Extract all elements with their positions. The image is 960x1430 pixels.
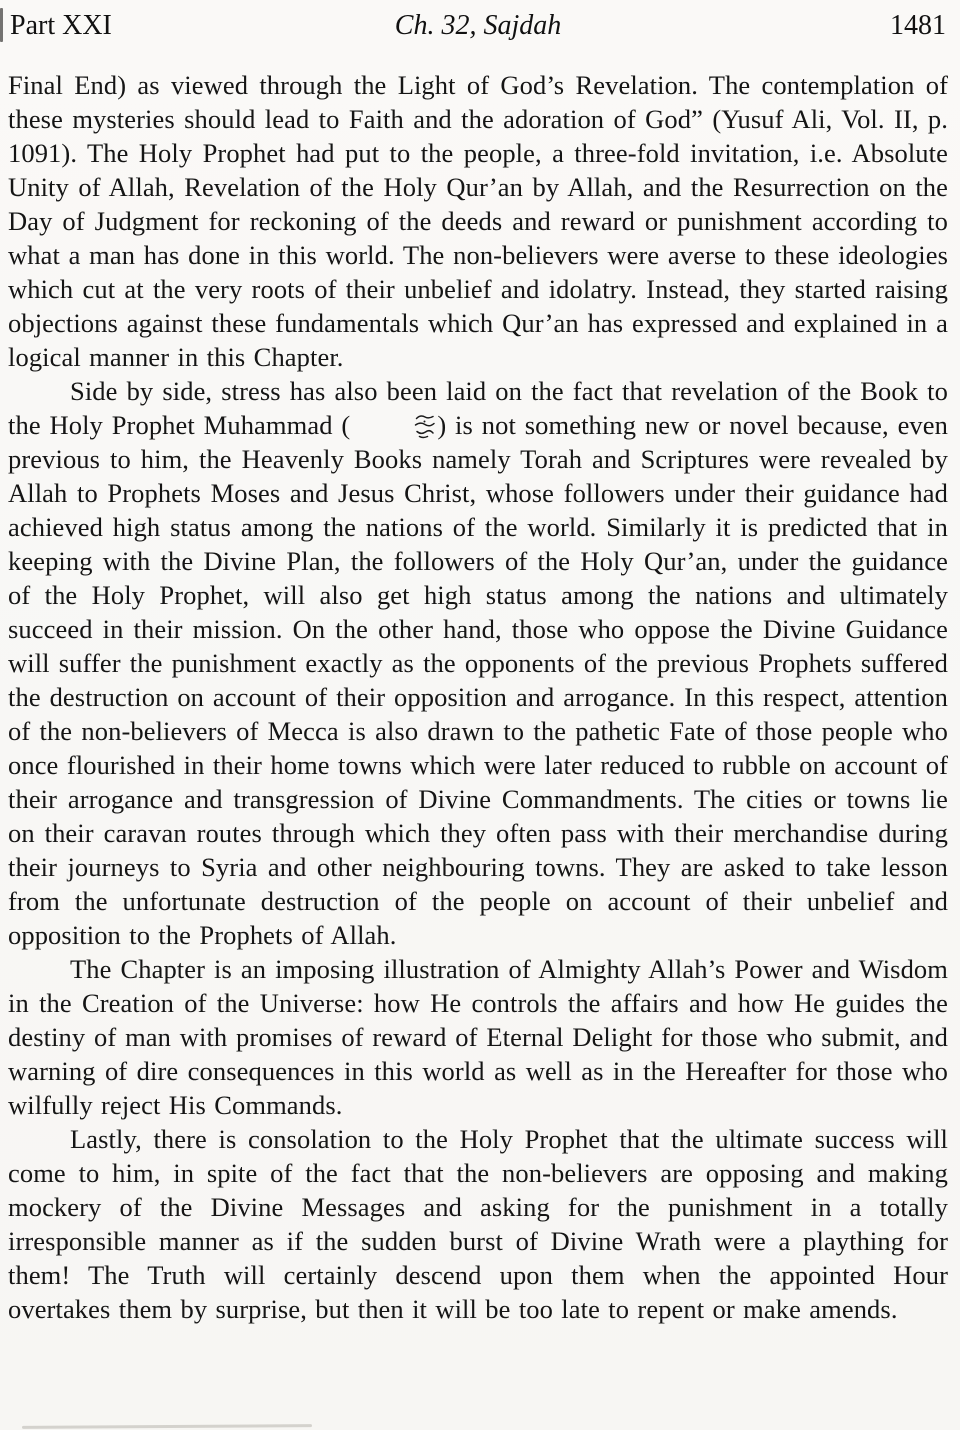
paragraph-revelation [8, 374, 948, 952]
chapter-title: Ch. 32, Sajdah [394, 10, 562, 41]
scan-bottom-artifact [22, 1424, 312, 1429]
paragraph-revelation-text-pre: Side by side, stress has also been laid on the fact that revelation of the Book to the Holy Prophet Muhammad ( [8, 376, 948, 440]
page-number: 1481 [890, 10, 946, 41]
paragraph-continuation: Final End) as viewed through the Light of God’s Revelation. The contemplation of these mysteries should lead to Faith and the adoration of God” (Yusuf Ali, Vol. II, p. 1091). The Holy Prophet had put to the people, a three-fold invitation, i.e. Absolute Unity of Allah, Revelation of the Holy Qur’an by Allah, and the Resurrection on the Day of Judgment for reckoning of the deeds and reward or punishment according to what a man has done in this world. The non-believers were averse to these ideologies which cut at the very roots of their unbelief and idolatry. Instead, they started raising objections against these fundamentals which Qur’an has expressed and explained in a logical manner in this Chapter. [8, 70, 948, 372]
paragraph-revelation-text-post: ) is not something new or novel because, even previous to him, the Heavenly Books namely Torah and Scriptures were revealed by Allah to Prophets Moses and Jesus Christ, whose followers under their guidance had achieved high status among the nations of the world. Similarly it is predicted that in keeping with the Divine Plan, the followers of the Holy Qur’an, under the guidance of the Holy Prophet, will also get high status among the nations and ultimately succeed in their mission. On the other hand, those who oppose the Divine Guidance will suffer the punishment exactly as the opponents of the previous Prophets suffered the destruction on account of their opposition and arrogance. In this respect, attention of the non-believers of Mecca is also drawn to the pathetic Fate of those people who once flourished in their home towns which were later reduced to rubble on account of their arrogance and transgression of Divine Commandments. The cities or towns lie on their caravan routes through which they often pass with their merchandise during their journeys to Syria and other neighbouring towns. They are asked to take lesson from the unfortunate destruction of the people on account of their unbelief and opposition to the Prophets of Allah. [8, 410, 948, 950]
paragraph-chapter-illustration: The Chapter is an imposing illustration of Almighty Allah’s Power and Wisdom in the Creation of the Universe: how He controls the affairs and how He guides the destiny of man with promises of reward of Eternal Delight for those who submit, and warning of dire consequences in this world as well as in the Hereafter for those who wilfully reject His Commands. [8, 954, 948, 1120]
page-body [8, 68, 948, 1326]
pbuh-calligraphy-icon [350, 412, 437, 439]
part-label: Part XXI [10, 10, 112, 41]
running-header [8, 6, 948, 42]
paragraph-consolation: Lastly, there is consolation to the Holy Prophet that the ultimate success will come to him, in spite of the fact that the non-believers are opposing and making mockery of the Divine Messages and asking for the punishment in a totally irresponsible manner as if the sudden burst of Divine Wrath were a plaything for them! The Truth will certainly descend upon them when the appointed Hour overtakes them by surprise, but then it will be too late to repent or make amends. [8, 1124, 948, 1324]
scan-edge-artifact [0, 8, 3, 42]
